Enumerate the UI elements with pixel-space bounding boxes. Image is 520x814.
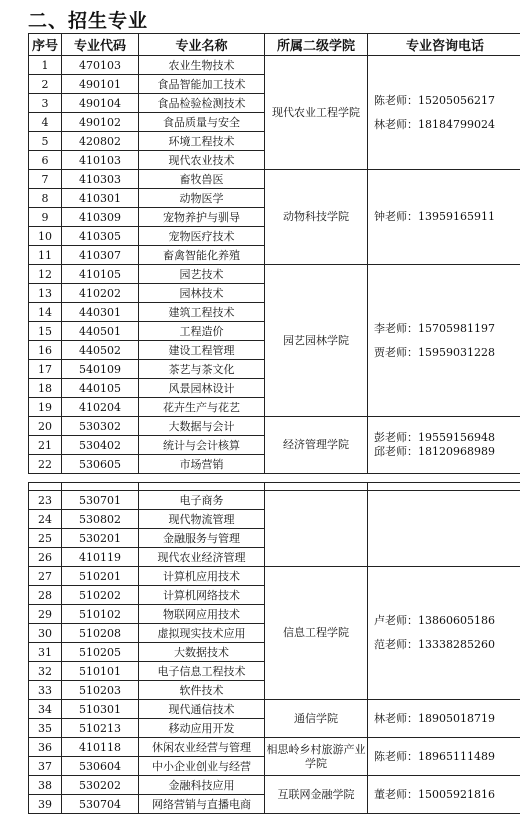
major-code: 530701 bbox=[62, 491, 139, 510]
major-code: 470103 bbox=[62, 56, 139, 75]
major-name: 工程造价 bbox=[139, 322, 265, 341]
major-name: 建筑工程技术 bbox=[139, 303, 265, 322]
spacer-cell bbox=[29, 483, 62, 491]
major-no: 6 bbox=[29, 151, 62, 170]
major-name: 虚拟现实技术应用 bbox=[139, 624, 265, 643]
major-name: 现代农业技术 bbox=[139, 151, 265, 170]
contact-phone: 林老师：18905018719 bbox=[374, 712, 520, 726]
major-no: 28 bbox=[29, 586, 62, 605]
major-name: 花卉生产与花艺 bbox=[139, 398, 265, 417]
major-no: 36 bbox=[29, 738, 62, 757]
major-no: 38 bbox=[29, 776, 62, 795]
major-code: 510205 bbox=[62, 643, 139, 662]
header-code: 专业代码 bbox=[62, 34, 139, 56]
major-code: 410305 bbox=[62, 227, 139, 246]
major-no: 35 bbox=[29, 719, 62, 738]
header-college: 所属二级学院 bbox=[265, 34, 368, 56]
major-code: 410301 bbox=[62, 189, 139, 208]
contact-phone: 彭老师：19559156948 bbox=[374, 431, 520, 445]
major-no: 8 bbox=[29, 189, 62, 208]
major-code: 510213 bbox=[62, 719, 139, 738]
major-name: 现代农业经济管理 bbox=[139, 548, 265, 567]
major-name: 休闲农业经营与管理 bbox=[139, 738, 265, 757]
table-row bbox=[29, 491, 520, 510]
header-row bbox=[29, 34, 520, 56]
major-no: 30 bbox=[29, 624, 62, 643]
major-name: 风景园林设计 bbox=[139, 379, 265, 398]
major-no: 13 bbox=[29, 284, 62, 303]
major-code: 530704 bbox=[62, 795, 139, 814]
major-name: 茶艺与茶文化 bbox=[139, 360, 265, 379]
major-name: 环境工程技术 bbox=[139, 132, 265, 151]
major-no: 2 bbox=[29, 75, 62, 94]
major-no: 29 bbox=[29, 605, 62, 624]
contact-phones bbox=[368, 170, 520, 265]
contact-phones bbox=[368, 738, 520, 776]
college-name: 相思岭乡村旅游产业学院 bbox=[265, 738, 368, 776]
major-no: 23 bbox=[29, 491, 62, 510]
contact-phones bbox=[368, 265, 520, 417]
major-name: 大数据与会计 bbox=[139, 417, 265, 436]
contact-phone: 范老师：13338285260 bbox=[374, 638, 520, 652]
major-no: 21 bbox=[29, 436, 62, 455]
major-code: 510203 bbox=[62, 681, 139, 700]
major-code: 490101 bbox=[62, 75, 139, 94]
major-no: 22 bbox=[29, 455, 62, 474]
majors-table-part-1 bbox=[28, 33, 520, 474]
major-name: 大数据技术 bbox=[139, 643, 265, 662]
contact-phones bbox=[368, 417, 520, 474]
major-code: 410103 bbox=[62, 151, 139, 170]
major-code: 530604 bbox=[62, 757, 139, 776]
major-code: 530202 bbox=[62, 776, 139, 795]
major-code: 530605 bbox=[62, 455, 139, 474]
major-no: 7 bbox=[29, 170, 62, 189]
table-row bbox=[29, 170, 520, 189]
major-no: 32 bbox=[29, 662, 62, 681]
major-name: 畜禽智能化养殖 bbox=[139, 246, 265, 265]
major-no: 27 bbox=[29, 567, 62, 586]
spacer-cell bbox=[62, 483, 139, 491]
header-no: 序号 bbox=[29, 34, 62, 56]
major-no: 33 bbox=[29, 681, 62, 700]
college-name: 信息工程学院 bbox=[265, 567, 368, 700]
major-code: 410118 bbox=[62, 738, 139, 757]
major-name: 建设工程管理 bbox=[139, 341, 265, 360]
major-code: 420802 bbox=[62, 132, 139, 151]
major-name: 宠物养护与驯导 bbox=[139, 208, 265, 227]
table-row bbox=[29, 700, 520, 719]
major-name: 现代物流管理 bbox=[139, 510, 265, 529]
major-code: 440301 bbox=[62, 303, 139, 322]
contact-phone: 邱老师：18120968989 bbox=[374, 445, 520, 459]
major-no: 4 bbox=[29, 113, 62, 132]
major-code: 510201 bbox=[62, 567, 139, 586]
major-name: 宠物医疗技术 bbox=[139, 227, 265, 246]
table-row bbox=[29, 417, 520, 436]
major-no: 9 bbox=[29, 208, 62, 227]
major-no: 39 bbox=[29, 795, 62, 814]
major-no: 3 bbox=[29, 94, 62, 113]
contact-phones bbox=[368, 700, 520, 738]
major-no: 12 bbox=[29, 265, 62, 284]
major-name: 畜牧兽医 bbox=[139, 170, 265, 189]
major-no: 19 bbox=[29, 398, 62, 417]
major-code: 410105 bbox=[62, 265, 139, 284]
contact-phone: 卢老师：13860605186 bbox=[374, 614, 520, 628]
major-name: 计算机应用技术 bbox=[139, 567, 265, 586]
table-row bbox=[29, 776, 520, 795]
table-row bbox=[29, 56, 520, 75]
contact-gap bbox=[374, 628, 520, 638]
spacer-cell bbox=[265, 483, 368, 491]
major-name: 软件技术 bbox=[139, 681, 265, 700]
major-code: 410204 bbox=[62, 398, 139, 417]
college-name: 经济管理学院 bbox=[265, 417, 368, 474]
major-code: 440501 bbox=[62, 322, 139, 341]
major-name: 金融服务与管理 bbox=[139, 529, 265, 548]
major-code: 510301 bbox=[62, 700, 139, 719]
table-row bbox=[29, 738, 520, 757]
contact-phones bbox=[368, 56, 520, 170]
major-code: 410307 bbox=[62, 246, 139, 265]
major-name: 园艺技术 bbox=[139, 265, 265, 284]
major-no: 24 bbox=[29, 510, 62, 529]
major-no: 14 bbox=[29, 303, 62, 322]
major-name: 食品智能加工技术 bbox=[139, 75, 265, 94]
college-name: 现代农业工程学院 bbox=[265, 56, 368, 170]
major-code: 530201 bbox=[62, 529, 139, 548]
major-name: 物联网应用技术 bbox=[139, 605, 265, 624]
major-name: 金融科技应用 bbox=[139, 776, 265, 795]
major-code: 510102 bbox=[62, 605, 139, 624]
college-name: 动物科技学院 bbox=[265, 170, 368, 265]
major-no: 10 bbox=[29, 227, 62, 246]
table-row bbox=[29, 567, 520, 586]
college-name bbox=[265, 491, 368, 567]
college-name: 通信学院 bbox=[265, 700, 368, 738]
major-no: 34 bbox=[29, 700, 62, 719]
contact-phone: 陈老师：18965111489 bbox=[374, 750, 520, 764]
spacer-cell bbox=[139, 483, 265, 491]
major-name: 统计与会计核算 bbox=[139, 436, 265, 455]
major-no: 15 bbox=[29, 322, 62, 341]
major-code: 410309 bbox=[62, 208, 139, 227]
major-code: 510101 bbox=[62, 662, 139, 681]
major-no: 5 bbox=[29, 132, 62, 151]
major-code: 510208 bbox=[62, 624, 139, 643]
major-code: 410119 bbox=[62, 548, 139, 567]
contact-phone: 钟老师：13959165911 bbox=[374, 210, 520, 224]
major-name: 移动应用开发 bbox=[139, 719, 265, 738]
major-name: 电子商务 bbox=[139, 491, 265, 510]
major-code: 410303 bbox=[62, 170, 139, 189]
contact-phone: 贾老师：15959031228 bbox=[374, 346, 520, 360]
contact-phone: 陈老师：15205056217 bbox=[374, 94, 520, 108]
contact-phone: 林老师：18184799024 bbox=[374, 118, 520, 132]
major-code: 530302 bbox=[62, 417, 139, 436]
major-code: 530802 bbox=[62, 510, 139, 529]
major-name: 网络营销与直播电商 bbox=[139, 795, 265, 814]
major-no: 37 bbox=[29, 757, 62, 776]
contact-phones bbox=[368, 491, 520, 567]
major-name: 中小企业创业与经营 bbox=[139, 757, 265, 776]
major-no: 16 bbox=[29, 341, 62, 360]
section-heading: 二、招生专业 bbox=[28, 6, 148, 33]
major-no: 31 bbox=[29, 643, 62, 662]
major-name: 现代通信技术 bbox=[139, 700, 265, 719]
major-no: 25 bbox=[29, 529, 62, 548]
spacer-cell bbox=[368, 483, 520, 491]
major-name: 计算机网络技术 bbox=[139, 586, 265, 605]
major-name: 食品检验检测技术 bbox=[139, 94, 265, 113]
major-code: 490104 bbox=[62, 94, 139, 113]
major-code: 490102 bbox=[62, 113, 139, 132]
contact-phones bbox=[368, 567, 520, 700]
contact-gap bbox=[374, 336, 520, 346]
major-no: 18 bbox=[29, 379, 62, 398]
college-name: 互联网金融学院 bbox=[265, 776, 368, 814]
major-code: 510202 bbox=[62, 586, 139, 605]
contact-phone: 董老师：15005921816 bbox=[374, 788, 520, 802]
table-row bbox=[29, 265, 520, 284]
header-name: 专业名称 bbox=[139, 34, 265, 56]
major-code: 540109 bbox=[62, 360, 139, 379]
major-name: 食品质量与安全 bbox=[139, 113, 265, 132]
major-no: 11 bbox=[29, 246, 62, 265]
contact-phones bbox=[368, 776, 520, 814]
major-code: 440502 bbox=[62, 341, 139, 360]
contact-phone: 李老师：15705981197 bbox=[374, 322, 520, 336]
major-name: 园林技术 bbox=[139, 284, 265, 303]
major-no: 17 bbox=[29, 360, 62, 379]
major-name: 农业生物技术 bbox=[139, 56, 265, 75]
major-no: 20 bbox=[29, 417, 62, 436]
major-name: 电子信息工程技术 bbox=[139, 662, 265, 681]
major-code: 440105 bbox=[62, 379, 139, 398]
major-code: 410202 bbox=[62, 284, 139, 303]
majors-table-part-2 bbox=[28, 482, 520, 814]
major-no: 1 bbox=[29, 56, 62, 75]
header-phone: 专业咨询电话 bbox=[368, 34, 520, 56]
major-name: 市场营销 bbox=[139, 455, 265, 474]
college-name: 园艺园林学院 bbox=[265, 265, 368, 417]
major-no: 26 bbox=[29, 548, 62, 567]
major-code: 530402 bbox=[62, 436, 139, 455]
spacer-row bbox=[29, 483, 520, 491]
contact-gap bbox=[374, 108, 520, 118]
major-name: 动物医学 bbox=[139, 189, 265, 208]
